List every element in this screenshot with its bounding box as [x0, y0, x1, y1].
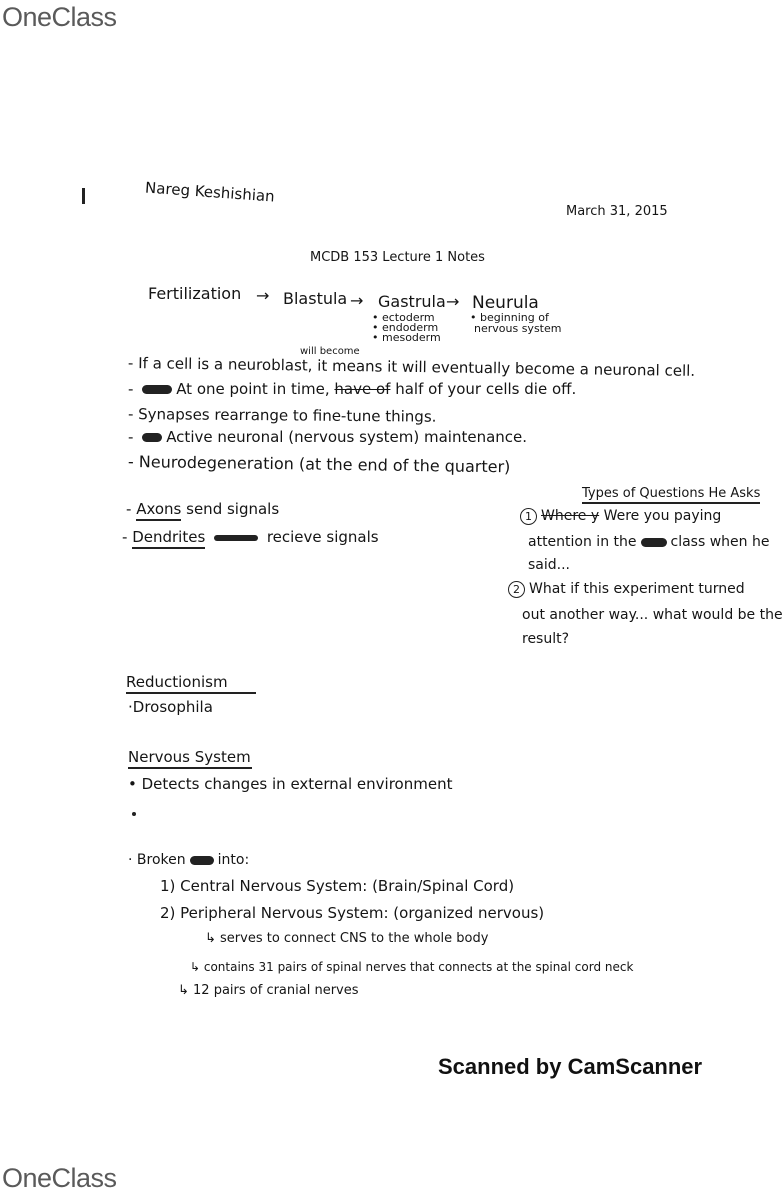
flow-stage-gastrula: Gastrula [378, 292, 446, 311]
date: March 31, 2015 [566, 204, 668, 219]
question-1-line-2: attention in the class when he [528, 534, 770, 550]
question-2-line-1: 2 What if this experiment turned [508, 581, 745, 598]
bullet-cells-die: - At one point in time, have of half of your cells die off. [128, 380, 577, 398]
reductionism-item: ·Drosophila [128, 698, 213, 716]
flow-arrow-1: → [256, 286, 270, 305]
bullet-neurodegeneration: - Neurodegeneration (at the end of the quarter) [127, 452, 511, 477]
oneclass-logo-top: OneClass [2, 2, 117, 32]
questions-heading: Types of Questions He Asks [582, 486, 760, 504]
flow-arrow-3: → [446, 292, 460, 311]
bullet-maintenance: - Active neuronal (nervous system) maintenance. [128, 428, 528, 446]
author-name: Nareg Keshishian [144, 178, 276, 206]
question-2-line-2: out another way... what would be the [522, 607, 783, 623]
scribble [142, 433, 162, 442]
gastrula-note-1: • ectoderm [372, 311, 435, 324]
question-2-line-3: result? [522, 631, 570, 647]
bullet-1-insert: will become [300, 346, 360, 357]
nervous-system-item-3: · Broken into: [128, 852, 250, 868]
neurula-note-2: nervous system [474, 322, 562, 335]
question-1-line-3: said... [528, 557, 570, 573]
oneclass-logo-bottom: OneClass [2, 1163, 117, 1193]
pns-item: 2) Peripheral Nervous System: (organized nervous) [160, 904, 545, 922]
reductionism-heading: Reductionism [126, 673, 256, 694]
nervous-system-item-1: • Detects changes in external environment [128, 775, 453, 793]
pns-subnote-3: ↳ 12 pairs of cranial nerves [178, 983, 359, 998]
empty-bullet-dot [132, 812, 136, 816]
scribble [641, 538, 667, 547]
flow-stage-neurula: Neurula [472, 293, 539, 313]
bullet-neuroblast: - If a cell is a neuroblast, it means it will eventually become a neuronal cell. [127, 354, 696, 380]
neurula-note-1: • beginning of [470, 311, 549, 324]
scribble [142, 385, 172, 394]
nervous-system-heading: Nervous System [128, 748, 252, 769]
gastrula-note-3: • mesoderm [372, 331, 441, 344]
notes-title: MCDB 153 Lecture 1 Notes [310, 250, 485, 265]
bullet-synapses: - Synapses rearrange to fine-tune things. [127, 405, 437, 426]
gastrula-note-2: • endoderm [372, 321, 439, 334]
pns-subnote-2: ↳ contains 31 pairs of spinal nerves that connects at the spinal cord neck [190, 960, 634, 974]
scribble [214, 535, 258, 541]
margin-mark [82, 188, 85, 204]
cns-item: 1) Central Nervous System: (Brain/Spinal Cord) [160, 877, 515, 895]
question-1-line-1: 1 Where y Were you paying [520, 508, 721, 525]
flow-stage-blastula: Blastula [283, 289, 348, 308]
scribble [190, 856, 214, 865]
bullet-dendrites: - Dendrites recieve signals [122, 528, 379, 546]
flow-stage-fertilization: Fertilization [148, 284, 242, 303]
flow-arrow-2: → [350, 291, 364, 310]
bullet-axons: - Axons send signals [126, 500, 279, 518]
pns-subnote-1: ↳ serves to connect CNS to the whole body [205, 931, 489, 946]
camscanner-watermark: Scanned by CamScanner [438, 1054, 703, 1079]
